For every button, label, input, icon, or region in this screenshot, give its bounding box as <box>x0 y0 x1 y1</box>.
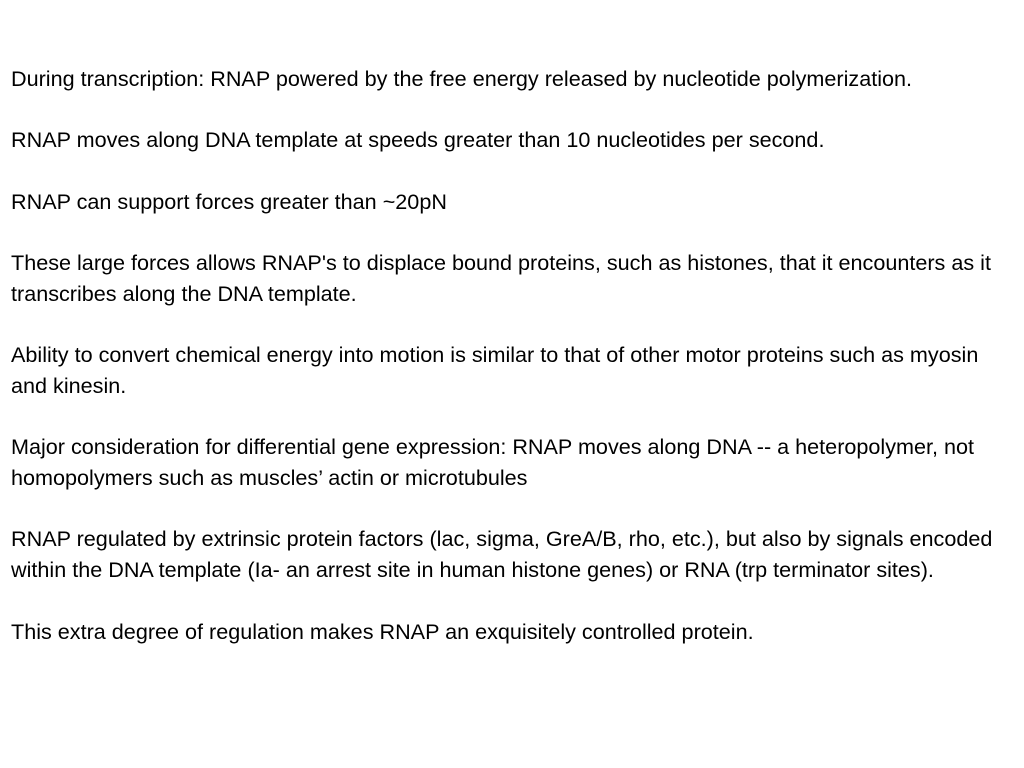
paragraph-controlled-protein: This extra degree of regulation makes RNAP an exquisitely controlled protein. <box>11 618 754 644</box>
paragraph-transcription-energy: During transcription: RNAP powered by the free energy released by nucleotide polymerization. <box>11 66 913 91</box>
paragraph-motor-proteins: Ability to convert chemical energy into motion is similar to that of other motor proteins such as myosin and kinesin. <box>11 342 979 398</box>
paragraph-displace-proteins: These large forces allows RNAP's to displace bound proteins, such as histones, that it encounters as it transcribes along the DNA template. <box>11 250 991 306</box>
slide-body <box>11 64 1011 647</box>
paragraph-gene-expression: Major consideration for differential gene expression: RNAP moves along DNA -- a heteropolymer, not homopolymers such as muscles’ actin or microtubules <box>11 434 975 491</box>
paragraph-regulation-factors: RNAP regulated by extrinsic protein factors (lac, sigma, GreA/B, rho, etc.), but also by signals encoded within the DNA template (Ia- an arrest site in human histone genes) or RNA (trp terminator sites). <box>11 526 993 583</box>
paragraph-rnap-speed: RNAP moves along DNA template at speeds greater than 10 nucleotides per second. <box>11 127 825 153</box>
paragraph-rnap-force: RNAP can support forces greater than ~20pN <box>11 188 447 214</box>
